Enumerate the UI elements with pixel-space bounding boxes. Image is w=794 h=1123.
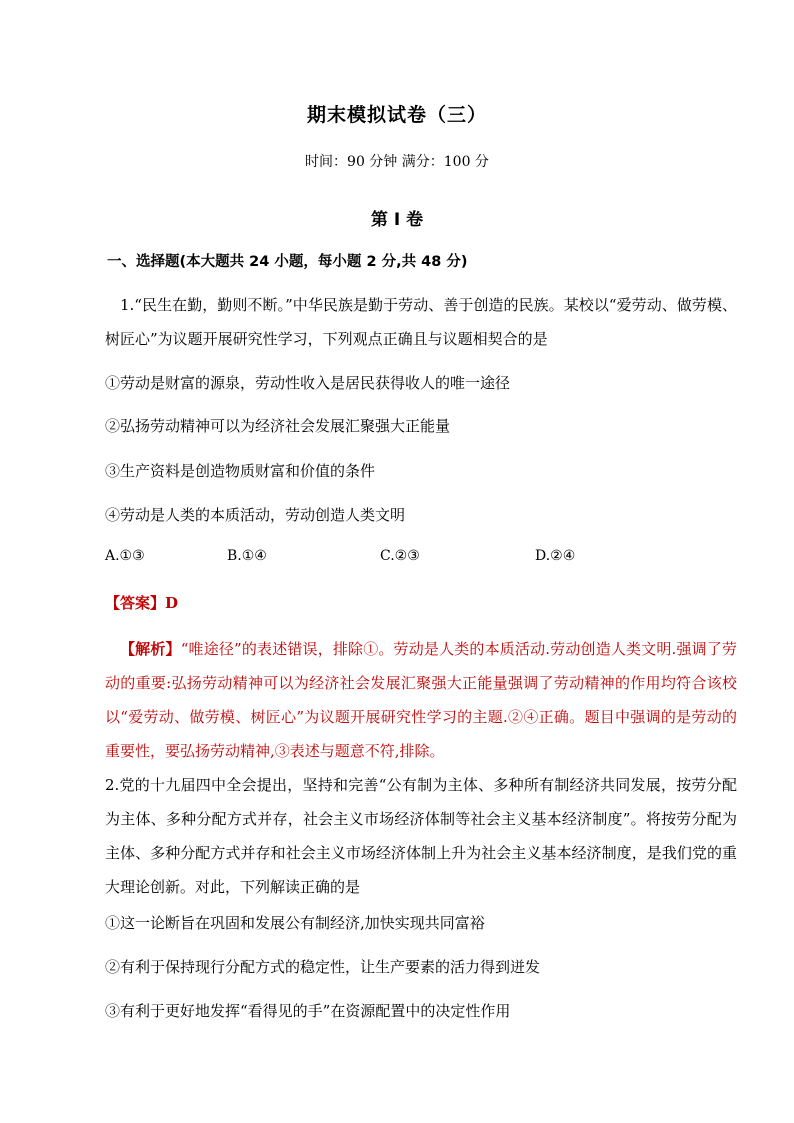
answer-label: 【答案】	[105, 594, 166, 612]
question-2-point-1: ①这一论断旨在巩固和发展公有制经济,加快实现共同富裕	[105, 914, 485, 932]
question-1-option-2: ②弘扬劳动精神可以为经济社会发展汇聚强大正能量	[105, 417, 451, 435]
question-2-point-3: ③有利于更好地发挥“看得见的手”在资源配置中的决定性作用	[105, 1002, 511, 1020]
choice-c: C.②③	[380, 548, 420, 564]
choice-a: A.①③	[105, 548, 145, 564]
page-title: 期末模拟试卷（三）	[306, 104, 487, 126]
answer-value: D	[165, 594, 179, 612]
exam-time-and-score: 时间：90 分钟 满分：100 分	[305, 154, 489, 170]
analysis-text: “唯途径”的表述错误，排除①。劳动是人类的本质活动.劳动创造人类文明.强调了劳动的重要:弘扬劳动精神可以为经济社会发展汇聚强大正能量强调了劳动精神的作用均符合该校以“爱劳动、做劳模、树匠心”为议题开展研究性学习的主题.②④正确。题目中强调的是劳动的重要性，要弘扬劳动精神,③表述与题意不符,排除。	[105, 640, 737, 760]
analysis-label: 【解析】	[120, 640, 181, 658]
section-title: 第 I 卷	[370, 210, 424, 230]
question-1-option-3: ③生产资料是创造物质财富和价值的条件	[105, 462, 376, 480]
question-2-point-2: ②有利于保持现行分配方式的稳定性，让生产要素的活力得到迸发	[105, 958, 541, 976]
question-1-option-4: ④劳动是人类的本质活动，劳动创造人类文明	[105, 506, 406, 524]
question-1-analysis	[105, 632, 737, 768]
choice-d: D.②④	[535, 548, 576, 564]
question-1-stem: 1.“民生在勤，勤则不断。”中华民族是勤于劳动、善于创造的民族。某校以“爱劳动、做劳模、树匠心”为议题开展研究性学习，下列观点正确且与议题相契合的是	[105, 296, 737, 348]
choice-b: B.①④	[227, 548, 267, 564]
question-1-choices	[105, 548, 745, 570]
part-heading: 一、选择题(本大题共 24 小题，每小题 2 分,共 48 分)	[107, 254, 468, 270]
question-2-stem: 2.党的十九届四中全会提出，坚持和完善“公有制为主体、多种所有制经济共同发展，按劳分配为主体、多种分配方式并存，社会主义市场经济体制等社会主义基本经济制度”。将按劳分配为主体、多种分配方式并存和社会主义市场经济体制上升为社会主义基本经济制度，是我们党的重大理论创新。对此，下列解读正确的是	[105, 776, 737, 896]
question-1-answer	[105, 592, 178, 613]
question-1-option-1: ①劳动是财富的源泉，劳动性收入是居民获得收人的唯一途径	[105, 374, 511, 392]
